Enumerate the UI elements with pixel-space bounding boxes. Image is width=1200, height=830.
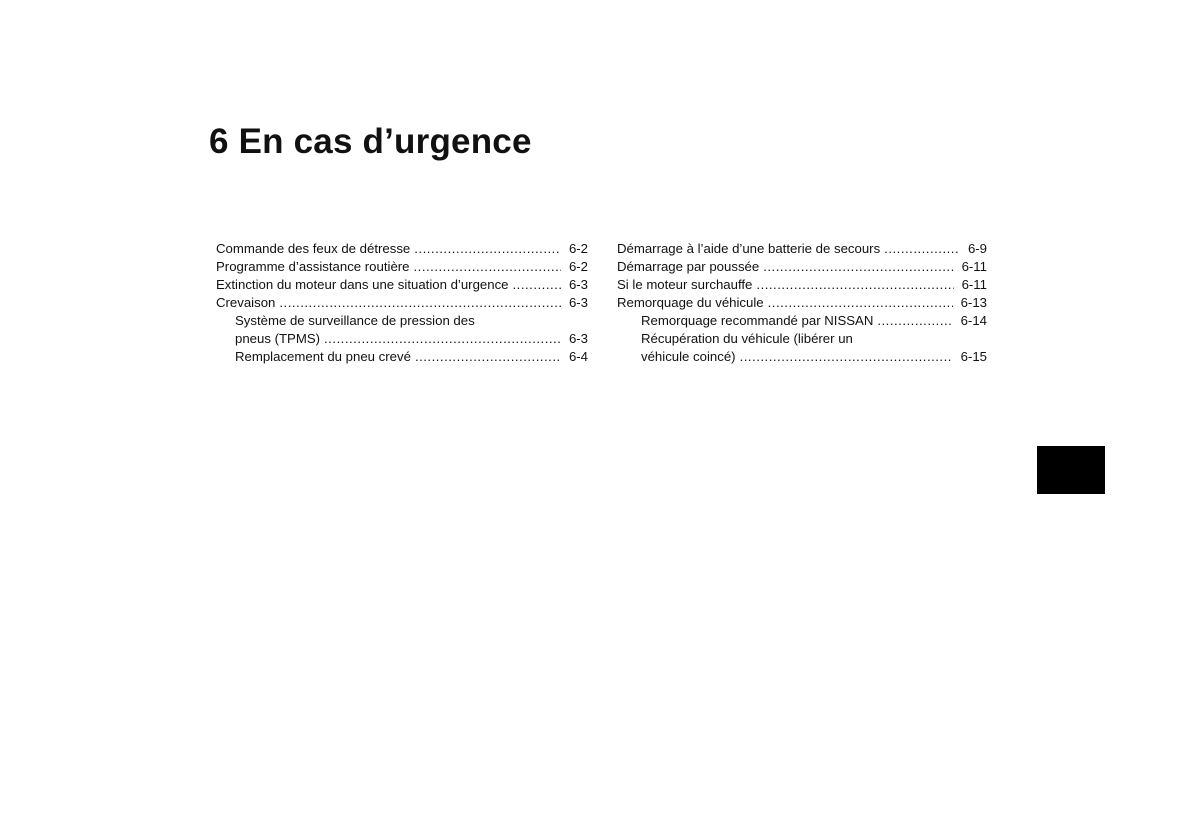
toc-page-number: 6-3: [568, 277, 588, 292]
toc-entry-text: Démarrage à l’aide d’une batterie de secours: [617, 241, 881, 256]
chapter-title: 6 En cas d’urgence: [209, 122, 532, 161]
toc-left-column: [216, 240, 588, 366]
toc-entry-push-start[interactable]: [617, 258, 987, 276]
toc-page-number: 6-2: [568, 259, 588, 274]
toc-entry-vehicle-recovery[interactable]: [617, 330, 987, 366]
toc-dot-leader: [763, 258, 953, 276]
toc-entry-text: Extinction du moteur dans une situation d’urgence: [216, 277, 509, 292]
toc-page-number: 6-3: [568, 331, 588, 346]
toc-dot-leader: [324, 330, 561, 348]
toc-entry-text: Programme d’assistance routière: [216, 259, 410, 274]
toc-page-number: 6-13: [960, 295, 987, 310]
toc-page-number: 6-9: [967, 241, 987, 256]
toc-page-number: 6-2: [568, 241, 588, 256]
toc-page-number: 6-3: [568, 295, 588, 310]
toc-page-number: 6-4: [568, 349, 588, 364]
toc-entry-text: Remorquage recommandé par NISSAN: [641, 313, 874, 328]
toc-entry-flat-tire[interactable]: [216, 294, 588, 312]
toc-entry-tire-replacement[interactable]: [216, 348, 588, 366]
toc-entry-text: Démarrage par poussée: [617, 259, 760, 274]
toc-dot-leader: [756, 276, 953, 294]
toc-entry-text: Remplacement du pneu crevé: [235, 349, 411, 364]
toc-right-column: [617, 240, 987, 366]
toc-entry-text-line1: Récupération du véhicule (libérer un: [641, 331, 853, 346]
toc-entry-towing[interactable]: [617, 294, 987, 312]
toc-entry-text: véhicule coincé): [641, 349, 736, 364]
toc-page-number: 6-11: [961, 277, 987, 292]
toc-page-number: 6-15: [960, 349, 987, 364]
toc-dot-leader: [415, 348, 561, 366]
toc-page-number: 6-11: [961, 259, 987, 274]
toc-entry-text: Crevaison: [216, 295, 276, 310]
toc-dot-leader: [414, 240, 561, 258]
toc-entry-tpms[interactable]: [216, 312, 588, 348]
toc-dot-leader: [740, 348, 953, 366]
toc-dot-leader: [513, 276, 561, 294]
toc-entry-recommended-towing[interactable]: [617, 312, 987, 330]
chapter-thumb-tab: [1037, 446, 1105, 494]
toc-entry-text-line1: Système de surveillance de pression des: [235, 313, 475, 328]
toc-dot-leader: [414, 258, 561, 276]
toc-entry-text: Remorquage du véhicule: [617, 295, 764, 310]
toc-entry-engine-shutdown[interactable]: [216, 276, 588, 294]
toc-entry-roadside-assistance[interactable]: [216, 258, 588, 276]
toc-entry-text: pneus (TPMS): [235, 331, 321, 346]
toc-entry-text: Si le moteur surchauffe: [617, 277, 753, 292]
toc-entry-overheating[interactable]: [617, 276, 987, 294]
toc-entry-jump-start[interactable]: [617, 240, 987, 258]
toc-entry-text: Commande des feux de détresse: [216, 241, 411, 256]
toc-dot-leader: [768, 294, 953, 312]
toc-dot-leader: [279, 294, 561, 312]
toc-page-number: 6-14: [960, 313, 987, 328]
toc-dot-leader: [877, 312, 952, 330]
toc-entry-hazard-warning[interactable]: [216, 240, 588, 258]
toc-dot-leader: [884, 240, 960, 258]
